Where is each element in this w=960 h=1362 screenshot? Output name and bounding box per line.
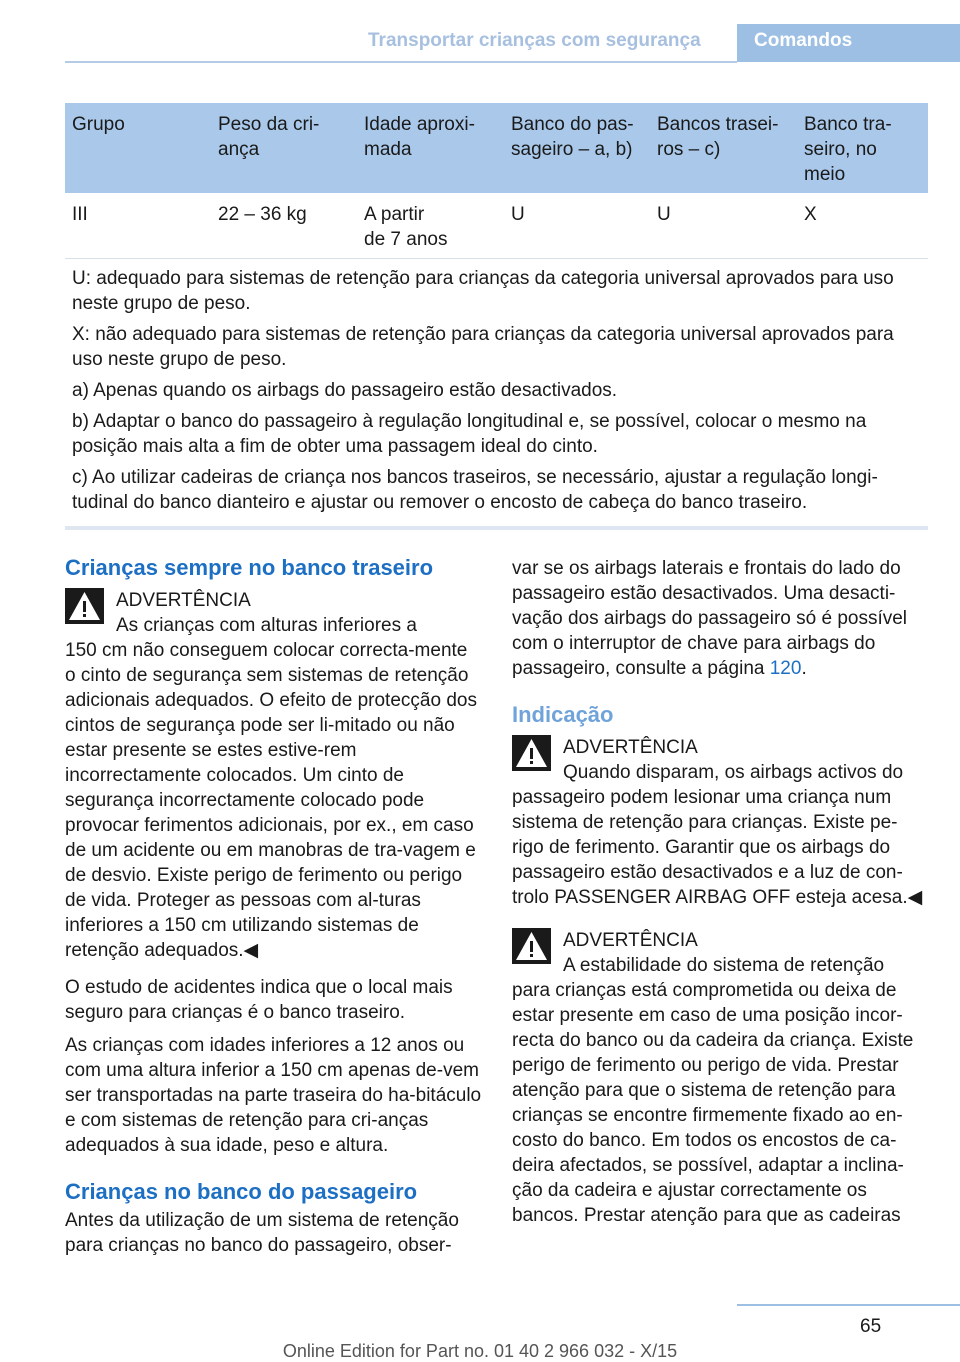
paragraph: O estudo de acidentes indica que o local mais seguro para crianças é o banco traseiro. xyxy=(65,977,453,1023)
warning-block xyxy=(512,928,929,1228)
warning-text-first: As crianças com alturas inferiores a xyxy=(116,615,417,636)
table-notes xyxy=(65,266,928,521)
warning-text: para crianças está comprometida ou deixa de estar presente em caso de uma posição incor-recta do banco ou da cadeira da criança. Existe perigo de ferimento ou perigo de vida. Prestar atenção para que o sistema de retenção para crianças se encontre firmemente fixado ao en-costo do banco. Em todos os encostos de ca-deira afectados, se possível, adaptar a inclina-ção da cadeira e ajustar correctamente os bancos. Prestar atenção para que as cadeiras xyxy=(512,980,914,1226)
table-cell: U xyxy=(511,204,525,225)
paragraph-end: . xyxy=(801,658,807,679)
note-u: U: adequado para sistemas de retenção para crianças da categoria universal aprovados para uso neste grupo de peso. xyxy=(72,268,894,314)
page-number-rule xyxy=(737,1304,960,1306)
paragraph-continued xyxy=(512,556,929,681)
warning-block xyxy=(512,735,929,910)
table-cell: A partir de 7 anos xyxy=(364,204,448,250)
note-a: a) Apenas quando os airbags do passageiro estão desactivados. xyxy=(72,380,618,401)
header-cell: Peso da cri- ança xyxy=(218,114,320,160)
warning-title: ADVERTÊNCIA xyxy=(116,590,251,611)
warning-text-first: A estabilidade do sistema de retenção xyxy=(563,955,885,976)
warning-text-first: Quando disparam, os airbags activos do xyxy=(563,762,904,783)
header-rule xyxy=(65,61,737,63)
paragraph: Antes da utilização de um sistema de retenção para crianças no banco do passageiro, obser- xyxy=(65,1210,459,1256)
heading-children-rear-seat: Crianças sempre no banco traseiro xyxy=(65,555,434,580)
note-x: X: não adequado para sistemas de retenção para crianças da categoria universal aprovados para uso neste grupo de peso. xyxy=(72,324,894,370)
warning-text: passageiro podem lesionar uma criança num sistema de retenção para crianças. Existe pe-rigo de ferimento. Garantir que os airbags do passageiro estão desactivados e a luz de con-trolo PASSENGER AIRBAG OFF esteja acesa.◀ xyxy=(512,787,923,908)
header-cell: Bancos trasei- ros – c) xyxy=(657,114,779,160)
page-number: 65 xyxy=(860,1316,882,1337)
table-cell: 22 – 36 kg xyxy=(218,204,307,225)
child-seat-table xyxy=(65,103,928,259)
warning-title: ADVERTÊNCIA xyxy=(563,930,698,951)
warning-triangle-icon xyxy=(65,588,104,624)
header-cell: Banco do pas- sageiro – a, b) xyxy=(511,114,634,160)
heading-note: Indicação xyxy=(512,702,614,727)
table-header-row xyxy=(65,103,928,193)
paragraph-text: var se os airbags laterais e frontais do lado do passageiro estão desactivados. Uma desacti-vação dos airbags do passageiro só é possível com o interruptor de chave para airbags do passageiro, consulte a página xyxy=(512,558,908,679)
header-cell: Idade aproxi- mada xyxy=(364,114,475,160)
heading-children-passenger-seat: Crianças no banco do passageiro xyxy=(65,1179,418,1204)
table-cell: X xyxy=(804,204,817,225)
warning-triangle-icon xyxy=(512,928,551,964)
chapter-tab[interactable]: Comandos xyxy=(737,24,960,62)
right-column xyxy=(512,556,929,1228)
notes-divider xyxy=(65,526,928,530)
note-c: c) Ao utilizar cadeiras de criança nos bancos traseiros, se necessário, ajustar a regulação longi-tudinal do banco dianteiro e ajustar ou remover o encosto de cabeça do banco traseiro. xyxy=(72,467,878,513)
warning-block xyxy=(65,588,482,963)
section-title: Transportar crianças com segurança xyxy=(368,30,701,51)
header-cell: Banco tra- seiro, no meio xyxy=(804,114,892,185)
table-cell: III xyxy=(72,204,88,225)
warning-title: ADVERTÊNCIA xyxy=(563,737,698,758)
table-cell: U xyxy=(657,204,671,225)
warning-text: 150 cm não conseguem colocar correcta-mente o cinto de segurança sem sistemas de retenção adicionais adequados. O efeito de protecção dos cintos de segurança pode ser li-mitado ou não estar presente se estes estive-rem incorrectamente colocados. Um cinto de segurança incorrectamente colocado pode provocar ferimentos adicionais, por ex., em caso de um acidente ou em manobras de tra-vagem e de desvio. Existe perigo de ferimento ou perigo de vida. Proteger as pessoas com al-turas inferiores a 150 cm utilizando sistemas de retenção adequados.◀ xyxy=(65,640,477,961)
left-column xyxy=(65,556,482,1258)
page-link[interactable]: 120 xyxy=(769,658,802,679)
edition-footer: Online Edition for Part no. 01 40 2 966 032 - X/15 xyxy=(282,1341,678,1361)
table-row xyxy=(65,193,928,259)
warning-triangle-icon xyxy=(512,735,551,771)
note-b: b) Adaptar o banco do passageiro à regulação longitudinal e, se possível, colocar o mesmo na posição mais alta a fim de obter uma passagem ideal do cinto. xyxy=(72,411,867,457)
header-cell: Grupo xyxy=(72,114,125,135)
paragraph: As crianças com idades inferiores a 12 anos ou com uma altura inferior a 150 cm apenas de-vem ser transportadas na parte traseira do ha-bitáculo e com sistemas de retenção para cri-anças adequados à sua idade, peso e altura. xyxy=(65,1035,482,1156)
